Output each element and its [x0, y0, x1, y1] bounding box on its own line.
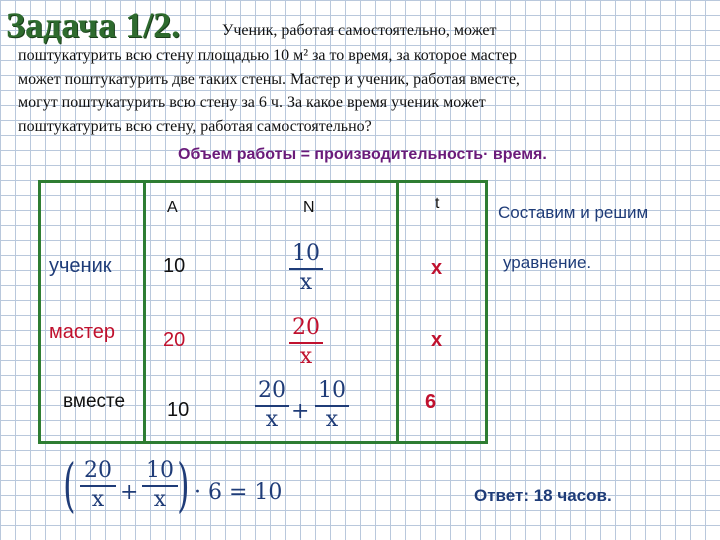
master-work: 20: [163, 329, 186, 351]
fraction-numerator: 10: [292, 241, 320, 266]
work-formula: Объем работы = производительность· время.: [178, 146, 547, 163]
problem-text-line: могут поштукатурить всю стену за 6 ч. За какое время ученик может: [18, 94, 486, 111]
work-table: [38, 180, 488, 444]
problem-text-line: поштукатурить всю стену, работая самостоятельно?: [18, 117, 372, 135]
problem-text-line: поштукатурить всю стену площадью 10 м² за то время, за которое мастер: [18, 47, 517, 64]
instruction-line-2: уравнение.: [503, 253, 592, 272]
student-time: x: [431, 257, 443, 279]
problem-text: [18, 44, 708, 138]
together-rate-fraction-1: [255, 380, 289, 431]
table-divider: [396, 183, 399, 441]
header-t: t: [435, 195, 440, 212]
fraction-denominator: x: [265, 407, 279, 432]
fraction-denominator: x: [299, 344, 313, 369]
equation-fraction-2: [142, 460, 178, 511]
instruction-line-1: Составим и решим: [498, 203, 649, 222]
fraction-numerator: 20: [84, 458, 112, 483]
row-label-together: вместе: [63, 391, 126, 412]
problem-text-line: может поштукатурить две таких стены. Мастер и ученик, работая вместе,: [18, 70, 520, 88]
equation-fraction-1: [80, 460, 116, 511]
fraction-denominator: x: [325, 407, 339, 432]
master-time: x: [431, 329, 443, 351]
header-n: N: [303, 199, 315, 216]
together-work: 10: [167, 399, 190, 421]
fraction-denominator: x: [153, 487, 167, 512]
fraction-denominator: x: [91, 487, 105, 512]
together-time: 6: [425, 391, 437, 413]
fraction-numerator: 10: [146, 458, 174, 483]
plus-sign: +: [291, 399, 310, 424]
equation-tail: · 6 = 10: [194, 480, 283, 505]
together-rate-fraction-2: [315, 380, 349, 431]
master-rate-fraction: [289, 317, 323, 368]
fraction-numerator: 20: [258, 378, 286, 403]
header-a: A: [167, 199, 178, 216]
answer-text: Ответ: 18 часов.: [474, 486, 612, 505]
problem-text-first-line: Ученик, работая самостоятельно, может: [222, 22, 497, 39]
table-divider: [143, 183, 146, 441]
left-parenthesis: (: [63, 451, 76, 519]
problem-title: Задача 1/2.: [6, 5, 181, 45]
right-parenthesis: ): [177, 451, 190, 519]
student-work: 10: [163, 255, 186, 277]
plus-sign: +: [120, 480, 139, 505]
row-label-student: ученик: [49, 255, 112, 277]
fraction-numerator: 20: [292, 315, 320, 340]
student-rate-fraction: [289, 243, 323, 294]
row-label-master: мастер: [49, 321, 116, 343]
fraction-denominator: x: [299, 270, 313, 295]
fraction-numerator: 10: [318, 378, 346, 403]
